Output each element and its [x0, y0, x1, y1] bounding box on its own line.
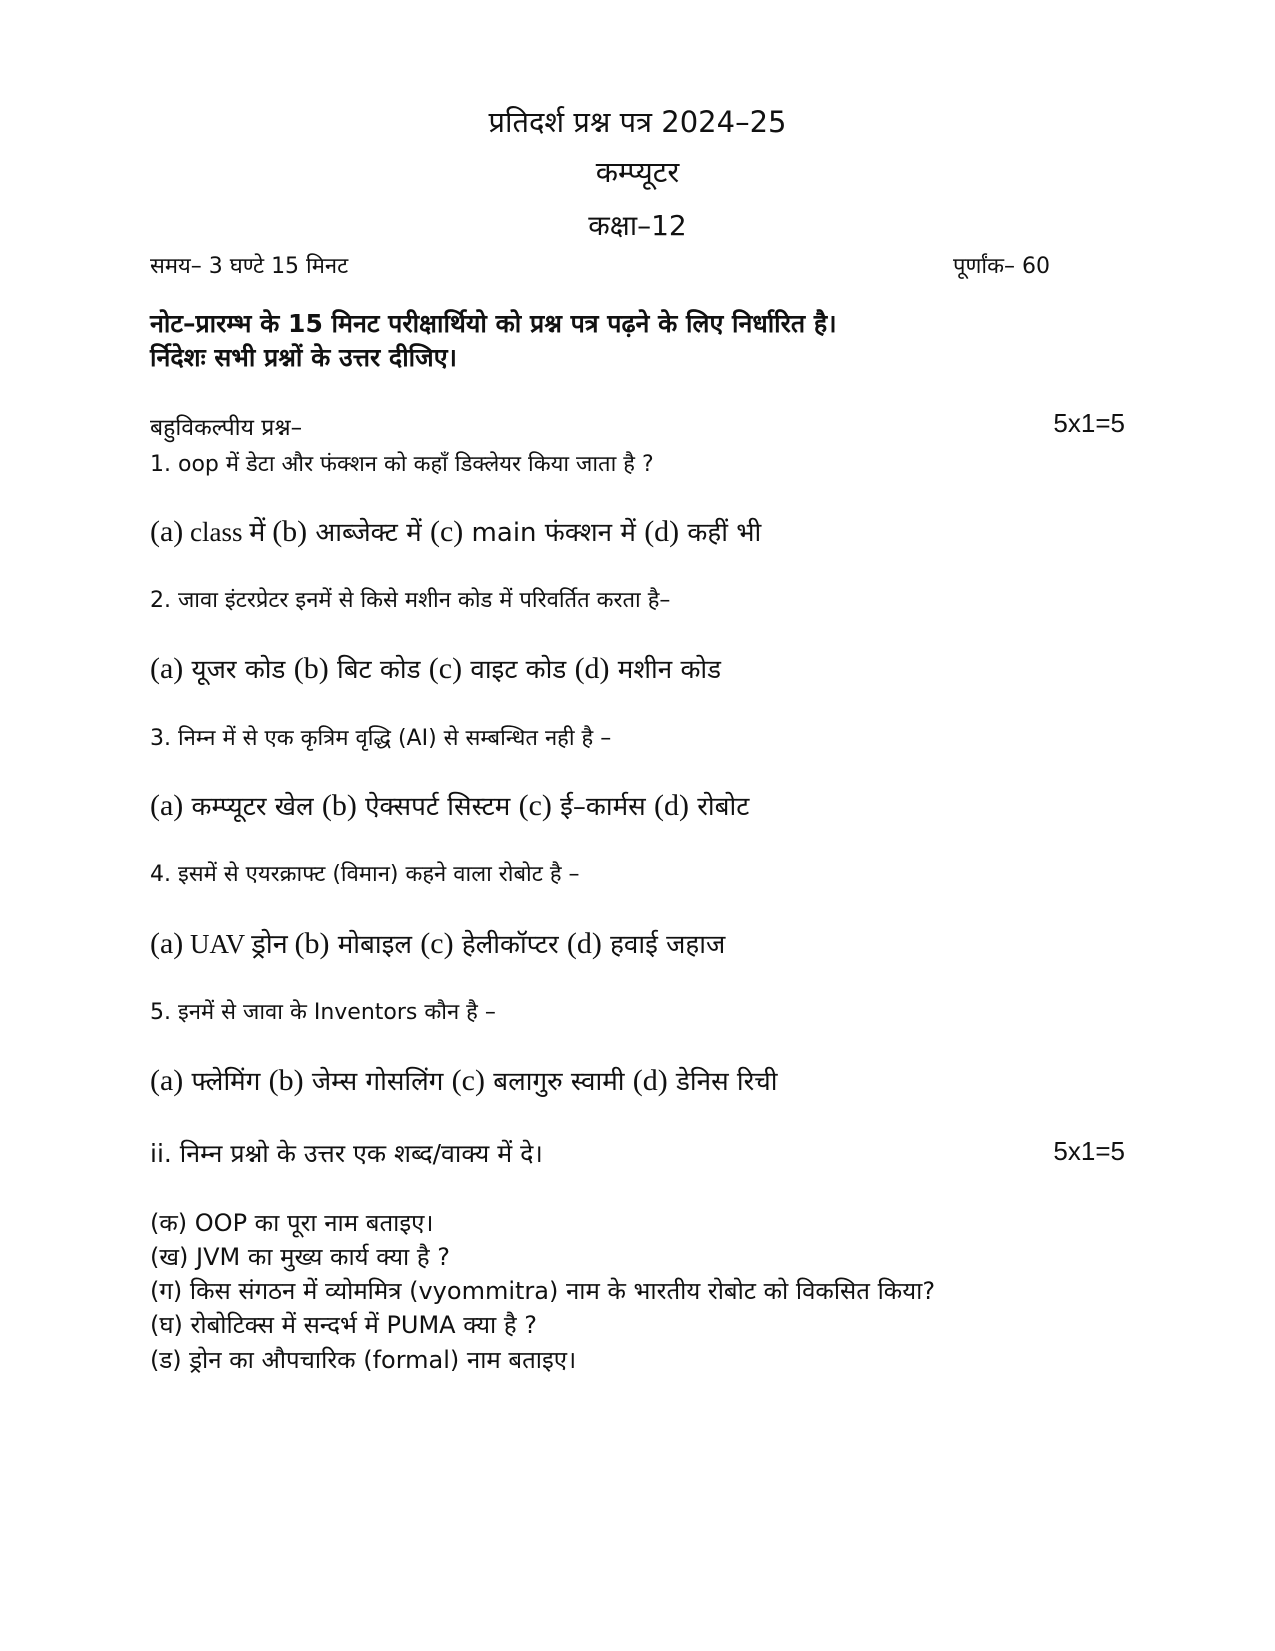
option-b-text: आब्जेक्ट में	[307, 518, 430, 548]
short-question-1: (क) OOP का पूरा नाम बताइए।	[150, 1209, 434, 1237]
mcq-question-5: 5. इनमें से जावा के Inventors कौन है –	[150, 1000, 496, 1025]
option-b-text: बिट कोड	[328, 655, 429, 685]
option-a: (a)	[150, 789, 184, 822]
option-d: (d)	[574, 652, 610, 685]
option-c: (c)	[518, 789, 552, 822]
mcq-question-1: 1. oop में डेटा और फंक्शन को कहाँ डिक्लेयर किया जाता है ?	[150, 452, 654, 477]
option-d-text: रोबोट	[689, 792, 750, 822]
option-d: (d)	[632, 1064, 668, 1097]
option-a-text: फ्लेमिंग	[183, 1067, 269, 1097]
option-b: (b)	[272, 515, 308, 548]
option-c-text: बलागुरु स्वामी	[484, 1067, 633, 1097]
mcq-heading: बहुविकल्पीय प्रश्न–	[150, 415, 303, 441]
option-c: (c)	[451, 1064, 485, 1097]
short-question-4: (घ) रोबोटिक्स में सन्दर्भ में PUMA क्या है ?	[150, 1311, 537, 1339]
option-a-text: class में	[183, 517, 273, 547]
option-b: (b)	[294, 927, 330, 960]
option-c: (c)	[428, 652, 463, 685]
option-c-text: ई–कार्मस	[551, 792, 655, 822]
instruction-note: र्निदेशः सभी प्रश्नों के उत्तर दीजिए।	[150, 343, 457, 372]
mcq-options-5	[150, 1062, 778, 1098]
option-a: (a)	[150, 652, 184, 685]
option-d: (d)	[566, 927, 602, 960]
option-b-text: ऐक्सपर्ट सिस्टम	[356, 792, 519, 822]
short-question-5: (ड) ड्रोन का औपचारिक (formal) नाम बताइए।	[150, 1346, 577, 1374]
option-c-text: हेलीकॉप्टर	[453, 930, 567, 960]
mcq-question-4: 4. इसमें से एयरक्राफ्ट (विमान) कहने वाला रोबोट है –	[150, 862, 580, 887]
option-c: (c)	[420, 927, 454, 960]
option-a-text: यूजर कोड	[183, 655, 294, 685]
option-a-text: UAV ड्रोन	[183, 929, 295, 959]
option-c: (c)	[430, 515, 464, 548]
time-allowed: समय– 3 घण्टे 15 मिनट	[150, 254, 349, 279]
option-b: (b)	[321, 789, 357, 822]
option-d-text: कहीं भी	[679, 518, 762, 548]
mcq-marks: 5x1=5	[1053, 408, 1125, 438]
short-question-3: (ग) किस संगठन में व्योममित्र (vyommitra) नाम के भारतीय रोबोट को विकसित किया?	[150, 1277, 936, 1305]
mcq-options-3	[150, 787, 749, 823]
option-b-text: जेम्स गोसलिंग	[303, 1067, 452, 1097]
class-title: कक्षा–12	[588, 209, 687, 242]
option-b: (b)	[268, 1064, 304, 1097]
option-a-text: कम्प्यूटर खेल	[183, 792, 322, 822]
mcq-question-2: 2. जावा इंटरप्रेटर इनमें से किसे मशीन कोड में परिवर्तित करता है–	[150, 588, 671, 613]
option-d-text: मशीन कोड	[609, 655, 722, 685]
mcq-options-4	[150, 924, 725, 961]
subject-title: कम्प्यूटर	[595, 155, 680, 189]
max-marks: पूर्णांक– 60	[953, 254, 1050, 279]
short-answer-heading: ii. निम्न प्रश्नो के उत्तर एक शब्द/वाक्य में दे।	[150, 1139, 543, 1168]
option-d-text: डेनिस रिची	[667, 1067, 778, 1097]
option-c-text: वाइट कोड	[462, 655, 575, 685]
mcq-question-3: 3. निम्न में से एक कृत्रिम वृद्धि (AI) से सम्बन्धित नही है –	[150, 726, 612, 751]
option-d: (d)	[644, 515, 680, 548]
option-a: (a)	[150, 515, 184, 548]
option-b: (b)	[293, 652, 329, 685]
short-answer-marks: 5x1=5	[1053, 1136, 1125, 1166]
option-a: (a)	[150, 1064, 184, 1097]
option-c-text: main फंक्शन में	[463, 518, 645, 548]
option-d-text: हवाई जहाज	[601, 930, 726, 960]
paper-title: प्रतिदर्श प्रश्न पत्र 2024–25	[488, 105, 787, 139]
reading-time-note: नोट–प्रारम्भ के 15 मिनट परीक्षार्थियो को प्रश्न पत्र पढ़ने के लिए निर्धारित है।	[150, 309, 837, 338]
option-d: (d)	[654, 789, 690, 822]
option-b-text: मोबाइल	[329, 930, 421, 960]
short-question-2: (ख) JVM का मुख्य कार्य क्या है ?	[150, 1243, 450, 1271]
mcq-options-1	[150, 512, 761, 549]
mcq-options-2	[150, 650, 721, 686]
option-a: (a)	[150, 927, 184, 960]
